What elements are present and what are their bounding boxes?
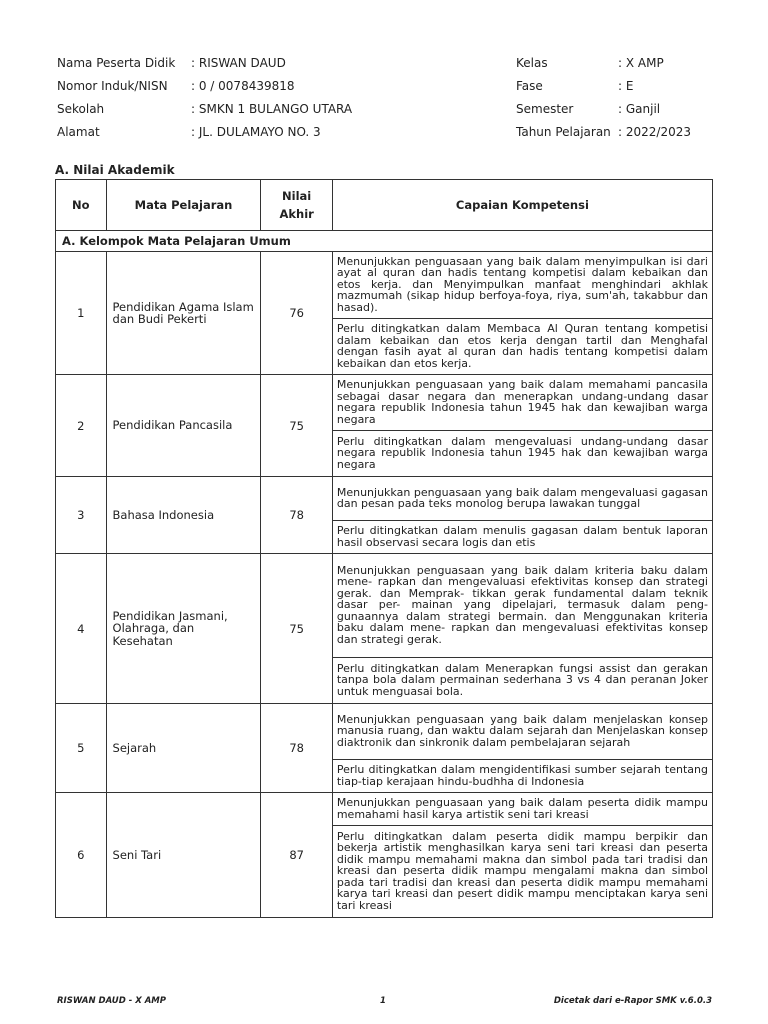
cell-capaian-improve: Perlu ditingkatkan dalam peserta didik mampu berpikir dan bekerja artistik menghasilkan karya seni tari kreasi dan peserta didik mampu memahami makna dan simbol pada tari tradisi dan kreasi dan peserta didik mampu mengalami makna dan simbol pada tari tradisi dan kreasi dan peserta didik mampu memahami karya tari kreasi dan pesert didik mampu menciptakan karya seni tari kreasi: [332, 826, 712, 918]
header-no: No: [56, 180, 107, 231]
cell-capaian-strength: Menunjukkan penguasaan yang baik dalam peserta didik mampu memahami hasil karya artistik seni tari kreasi: [332, 793, 712, 826]
info-label: Sekolah: [57, 102, 105, 116]
info-label: Nomor Induk/NISN: [57, 79, 168, 93]
info-value: : E: [618, 79, 634, 93]
info-value: : X AMP: [618, 56, 664, 70]
info-label: Semester: [516, 102, 574, 116]
info-row-kelas: [516, 52, 691, 75]
cell-mapel: Sejarah: [106, 704, 261, 793]
info-label: Tahun Pelajaran: [516, 125, 611, 139]
info-value: : JL. DULAMAYO NO. 3: [191, 125, 321, 139]
group-label: A. Kelompok Mata Pelajaran Umum: [56, 231, 713, 252]
cell-mapel: Pendidikan Pancasila: [106, 375, 261, 477]
cell-nilai: 87: [261, 793, 332, 918]
cell-nilai: 78: [261, 477, 332, 554]
info-value: : Ganjil: [618, 102, 661, 116]
table-row: [56, 704, 713, 760]
info-row-nama: [57, 52, 352, 75]
cell-no: 1: [56, 252, 107, 375]
table-row: [56, 793, 713, 826]
cell-mapel: Seni Tari: [106, 793, 261, 918]
cell-capaian-improve: Perlu ditingkatkan dalam Menerapkan fungsi assist dan gerakan tanpa bola dalam permainan sederhana 3 vs 4 dan peranan Joker untuk menguasai bola.: [332, 658, 712, 704]
cell-no: 6: [56, 793, 107, 918]
section-title: A. Nilai Akademik: [55, 163, 175, 177]
cell-capaian-improve: Perlu ditingkatkan dalam Membaca Al Quran tentang kompetisi dalam kebaikan dan etos kerja dengan tartil dan Menghafal dengan fasih ayat al quran dan hadis tentang kompetisi dalam kebaikan dan etos kerja.: [332, 319, 712, 375]
header-nilai: [261, 180, 332, 231]
cell-nilai: 75: [261, 554, 332, 704]
info-row-nisn: [57, 75, 352, 98]
student-info-left: [57, 52, 352, 144]
header-mapel: Mata Pelajaran: [106, 180, 261, 231]
header-nilai-line1: Nilai: [282, 189, 312, 203]
table-header-row: [56, 180, 713, 231]
info-label: Fase: [516, 79, 543, 93]
cell-no: 5: [56, 704, 107, 793]
cell-nilai: 76: [261, 252, 332, 375]
cell-mapel: Pendidikan Agama Islam dan Budi Pekerti: [106, 252, 261, 375]
header-nilai-line2: Akhir: [279, 207, 314, 221]
info-row-alamat: [57, 121, 352, 144]
cell-capaian-strength: Menunjukkan penguasaan yang baik dalam memahami pancasila sebagai dasar negara dan menerapkan undang-undang dasar negara republik Indonesia tahun 1945 hak dan kewajiban warga negara: [332, 375, 712, 431]
cell-capaian-improve: Perlu ditingkatkan dalam menulis gagasan dalam bentuk laporan hasil observasi secara logis dan etis: [332, 521, 712, 554]
info-value: : SMKN 1 BULANGO UTARA: [191, 102, 353, 116]
header-capaian: Capaian Kompetensi: [332, 180, 712, 231]
cell-nilai: 78: [261, 704, 332, 793]
table-row: [56, 554, 713, 658]
cell-capaian-strength: Menunjukkan penguasaan yang baik dalam mengevaluasi gagasan dan pesan pada teks monolog berupa lawakan tunggal: [332, 477, 712, 521]
info-label: Kelas: [516, 56, 548, 70]
footer-print-info: Dicetak dari e-Rapor SMK v.6.0.3: [553, 996, 712, 1006]
table-row: [56, 375, 713, 431]
cell-no: 3: [56, 477, 107, 554]
student-info-right: [516, 52, 691, 144]
cell-capaian-strength: Menunjukkan penguasaan yang baik dalam kriteria baku dalam mene- rapkan dan mengevaluasi efektivitas konsep dan strategi gerak. dan Memprak- tikkan gerak fundamental dalam teknik dasar per- mainan yang dipelajari, termasuk dalam peng- gunaannya dalam strategi bermain. dan Menggunakan kriteria baku dalam mene- rapkan dan mengevaluasi efektivitas konsep dan strategi gerak.: [332, 554, 712, 658]
footer-student: RISWAN DAUD - X AMP: [57, 996, 166, 1006]
info-row-sekolah: [57, 98, 352, 121]
cell-mapel: Pendidikan Jasmani, Olahraga, dan Kesehatan: [106, 554, 261, 704]
cell-mapel: Bahasa Indonesia: [106, 477, 261, 554]
info-row-fase: [516, 75, 691, 98]
cell-no: 2: [56, 375, 107, 477]
info-value: : RISWAN DAUD: [191, 56, 286, 70]
cell-capaian-improve: Perlu ditingkatkan dalam mengidentifikasi sumber sejarah tentang tiap-tiap kerajaan hindu-budhha di Indonesia: [332, 760, 712, 793]
info-value: : 2022/2023: [618, 125, 691, 139]
footer-page-number: 1: [380, 996, 386, 1006]
cell-no: 4: [56, 554, 107, 704]
cell-capaian-strength: Menunjukkan penguasaan yang baik dalam menjelaskan konsep manusia ruang, dan waktu dalam sejarah dan Menjelaskan konsep diaktronik dan sinkronik dalam pembelajaran sejarah: [332, 704, 712, 760]
cell-capaian-improve: Perlu ditingkatkan dalam mengevaluasi undang-undang dasar negara republik Indonesia tahun 1945 hak dan kewajiban warga negara: [332, 431, 712, 477]
info-value: : 0 / 0078439818: [191, 79, 295, 93]
grades-table: [55, 179, 713, 918]
info-label: Nama Peserta Didik: [57, 56, 176, 70]
info-row-semester: [516, 98, 691, 121]
info-label: Alamat: [57, 125, 100, 139]
cell-nilai: 75: [261, 375, 332, 477]
group-row: [56, 231, 713, 252]
info-row-tahun: [516, 121, 691, 144]
table-row: [56, 477, 713, 521]
table-row: [56, 252, 713, 319]
cell-capaian-strength: Menunjukkan penguasaan yang baik dalam menyimpulkan isi dari ayat al quran dan hadis tentang kompetisi dalam kebaikan dan etos kerja. dan Menyimpulkan manfaat menghindari akhlak mazmumah (sikap hidup berfoya-foya, riya, sum'ah, takabbur dan hasad).: [332, 252, 712, 319]
